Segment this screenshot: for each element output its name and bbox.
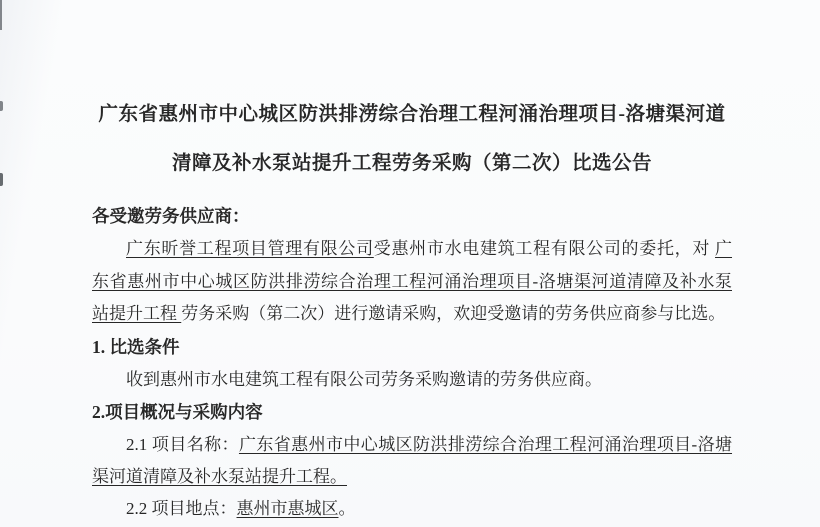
intro-line-2 [92, 266, 732, 299]
section-1-body: 收到惠州市水电建筑工程有限公司劳务采购邀请的劳务供应商。 [126, 369, 602, 389]
intro-line-3 [92, 298, 732, 331]
item-2-2 [92, 493, 732, 525]
item-2-2-label: 2.2 项目地点： [126, 498, 237, 518]
project-name-value-line-2: 渠河道清障及补水泵站提升工程。 [92, 466, 347, 486]
item-2-1-line-1 [92, 429, 732, 461]
document-content [92, 0, 732, 525]
title-line-2: 清障及补水泵站提升工程劳务采购（第二次）比选公告 [171, 153, 652, 174]
scan-artifact-dash [0, 101, 3, 111]
section-1-heading: 1. 比选条件 [92, 336, 180, 357]
project-name-end: 站提升工程 [92, 304, 182, 323]
project-name-continued: 东省惠州市中心城区防洪排涝综合治理工程河涌治理项目-洛塘渠河道清障及补水泵 [92, 271, 732, 291]
title-line-1: 广东省惠州市中心城区防洪排涝综合治理工程河涌治理项目-洛塘渠河道 [98, 104, 726, 125]
intro-paragraph [92, 233, 732, 331]
agent-company-name: 广东昕誉工程项目管理有限公司 [126, 239, 374, 258]
item-2-2-period: 。 [338, 498, 356, 518]
intro-closing-text: 劳务采购（第二次）进行邀请采购，欢迎受邀请的劳务供应商参与比选。 [181, 304, 726, 323]
intro-text: 受惠州市水电建筑工程有限公司的委托，对 [373, 239, 716, 258]
item-2-1 [92, 429, 732, 493]
scan-artifact-dash [0, 173, 3, 186]
salutation: 各受邀劳务供应商： [92, 206, 250, 226]
project-name-start: 广 [715, 239, 733, 258]
project-location-value: 惠州市惠城区 [236, 498, 339, 518]
item-2-1-label: 2.1 项目名称： [126, 434, 239, 454]
item-2-1-line-2 [92, 461, 732, 493]
project-name-value-line-1: 广东省惠州市中心城区防洪排涝综合治理工程河涌治理项目-洛塘 [238, 434, 733, 454]
section-2-heading: 2.项目概况与采购内容 [92, 401, 263, 422]
scan-artifact-edge-line [0, 0, 2, 30]
intro-line-1 [92, 233, 732, 266]
document-title [92, 90, 732, 188]
